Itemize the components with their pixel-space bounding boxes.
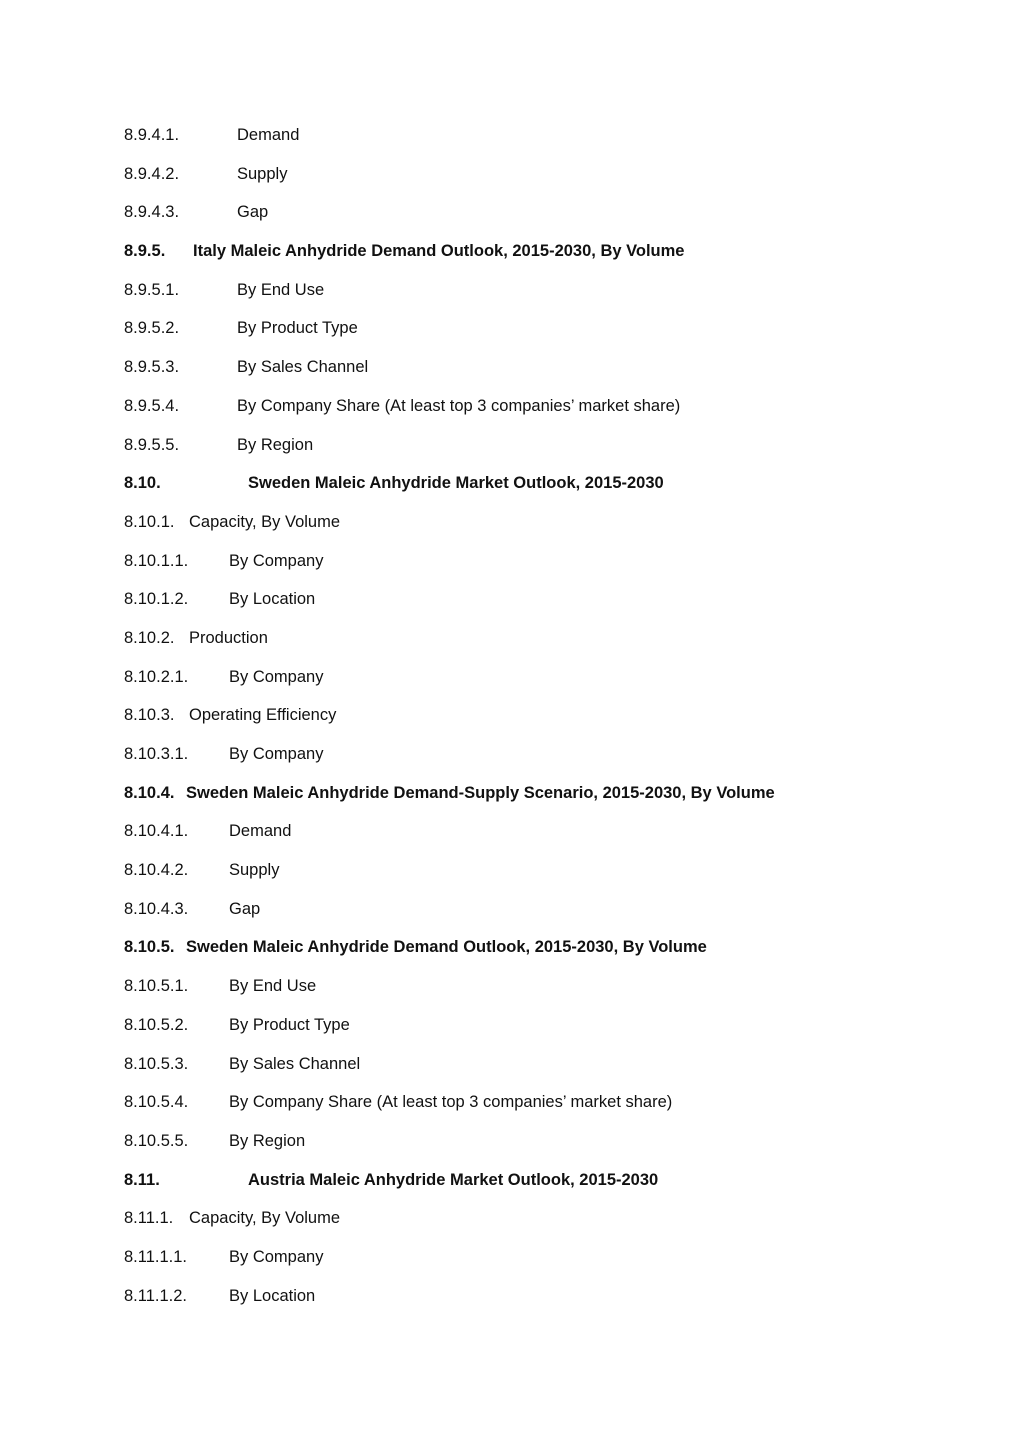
toc-entry [124, 124, 924, 163]
toc-entry-label: By Sales Channel [237, 358, 369, 377]
toc-entry-label: By Region [229, 1131, 306, 1150]
toc-entry [124, 317, 924, 356]
toc-entry [124, 627, 924, 666]
toc-entry-label: Demand [229, 822, 292, 841]
toc-entry-number: 8.10.2.1. [124, 667, 189, 686]
toc-entry-label: Austria Maleic Anhydride Market Outlook, 2015-2030 [248, 1170, 659, 1189]
toc-entry-label: Supply [237, 164, 288, 183]
toc-heading [124, 240, 924, 279]
toc-entry-label: By Company [229, 551, 324, 570]
toc-entry-label: By Company [229, 1247, 324, 1266]
toc-entry [124, 1130, 924, 1169]
toc-entry-number: 8.11.1.1. [124, 1247, 187, 1266]
toc-entry-label: By End Use [229, 977, 317, 996]
toc-entry-label: By Company [229, 745, 324, 763]
table-of-contents [124, 124, 924, 1323]
toc-heading [124, 472, 924, 511]
toc-entry-label: Capacity, By Volume [189, 1209, 341, 1228]
toc-entry-label: By Sales Channel [229, 1054, 361, 1073]
toc-entry-number: 8.10.3.1. [124, 745, 189, 763]
toc-entry-number: 8.10.4.2. [124, 861, 189, 880]
toc-entry-number: 8.9.5.5. [124, 435, 180, 454]
toc-entry-number: 8.9.5. [124, 242, 166, 261]
toc-heading [124, 1169, 924, 1208]
toc-entry-number: 8.11.1.2. [124, 1286, 187, 1305]
toc-entry-number: 8.10.1.2. [124, 590, 189, 609]
toc-entry-label: Sweden Maleic Anhydride Market Outlook, 2015-2030 [248, 474, 664, 493]
toc-entry [124, 859, 924, 898]
toc-entry-label: Sweden Maleic Anhydride Demand Outlook, 2015-2030, By Volume [186, 938, 707, 957]
toc-entry [124, 163, 924, 202]
toc-entry [124, 279, 924, 318]
toc-entry-number: 8.10.4.3. [124, 899, 189, 918]
toc-entry-number: 8.9.5.3. [124, 358, 180, 377]
toc-entry-label: Gap [229, 899, 261, 918]
toc-entry [124, 1246, 924, 1285]
toc-entry-label: Production [189, 628, 268, 647]
toc-entry [124, 1014, 924, 1053]
toc-entry-label: By Product Type [229, 1015, 350, 1034]
toc-entry-number: 8.9.5.1. [124, 280, 180, 299]
toc-entry-label: Capacity, By Volume [189, 512, 341, 531]
toc-entry-number: 8.10.5.3. [124, 1054, 189, 1073]
toc-entry-number: 8.10.4.1. [124, 822, 189, 841]
toc-entry-number: 8.11.1. [124, 1209, 174, 1228]
toc-entry [124, 820, 924, 859]
toc-entry [124, 511, 924, 550]
toc-entry [124, 1207, 924, 1246]
toc-entry-number: 8.10.5.5. [124, 1131, 189, 1150]
toc-entry [124, 550, 924, 589]
toc-entry [124, 588, 924, 627]
toc-entry-number: 8.10.5.4. [124, 1093, 189, 1112]
toc-entry [124, 975, 924, 1014]
toc-entry [124, 898, 924, 937]
toc-heading [124, 936, 924, 975]
toc-entry-number: 8.9.4.2. [124, 164, 180, 183]
toc-entry-number: 8.9.4.3. [124, 203, 180, 222]
toc-entry-number: 8.10.3. [124, 706, 175, 725]
toc-entry [124, 1053, 924, 1092]
toc-entry-label: Italy Maleic Anhydride Demand Outlook, 2015-2030, By Volume [193, 242, 685, 261]
toc-entry-number: 8.9.5.4. [124, 396, 180, 415]
toc-entry-label: By Region [237, 435, 314, 454]
toc-entry-label: By Product Type [237, 319, 358, 338]
toc-entry-label: By Location [229, 1286, 316, 1305]
toc-entry-label: By Company Share (At least top 3 companies’ market share) [229, 1093, 673, 1112]
toc-entry-number: 8.10.4. [124, 783, 175, 802]
toc-entry-label: By Company Share (At least top 3 companies’ market share) [237, 396, 681, 415]
toc-entry [124, 201, 924, 240]
toc-entry-number: 8.10.5.2. [124, 1015, 189, 1034]
toc-entry-label: Sweden Maleic Anhydride Demand-Supply Scenario, 2015-2030, By Volume [186, 783, 775, 802]
toc-entry-label: Supply [229, 861, 280, 880]
toc-entry [124, 395, 924, 434]
toc-entry-label: By Company [229, 667, 324, 686]
toc-entry [124, 666, 924, 705]
toc-entry [124, 434, 924, 473]
toc-entry [124, 356, 924, 395]
toc-entry-label: By Location [229, 590, 316, 609]
toc-entry-number: 8.10.5.1. [124, 977, 189, 996]
toc-entry-label: Demand [237, 126, 300, 144]
toc-entry-number: 8.10.1. [124, 512, 175, 531]
toc-entry-number: 8.10. [124, 474, 161, 493]
toc-entry [124, 1091, 924, 1130]
toc-entry-number: 8.9.5.2. [124, 319, 180, 338]
toc-entry [124, 743, 924, 782]
toc-entry [124, 1285, 924, 1324]
toc-entry-label: Gap [237, 203, 269, 222]
toc-entry-number: 8.9.4.1. [124, 126, 180, 144]
toc-entry-label: By End Use [237, 280, 325, 299]
toc-entry [124, 704, 924, 743]
toc-entry-number: 8.10.2. [124, 628, 175, 647]
toc-heading [124, 782, 924, 821]
toc-entry-label: Operating Efficiency [189, 706, 337, 725]
toc-entry-number: 8.11. [124, 1170, 160, 1189]
toc-entry-number: 8.10.5. [124, 938, 175, 957]
toc-entry-number: 8.10.1.1. [124, 551, 189, 570]
